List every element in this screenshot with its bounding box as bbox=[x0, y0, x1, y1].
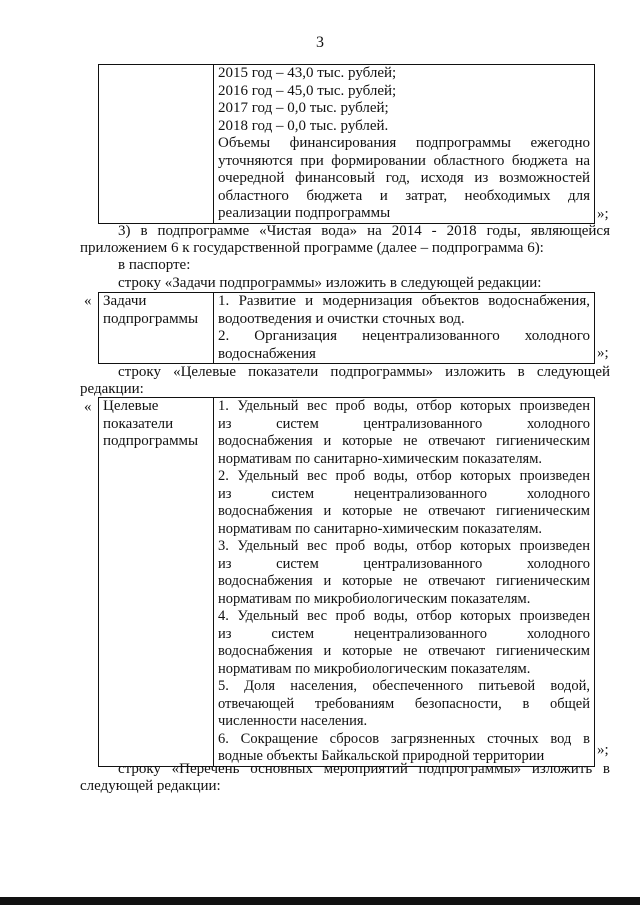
task-item-line: 2. Организация нецентрализованного холодного bbox=[218, 328, 590, 344]
passport-label: в паспорте: bbox=[118, 257, 191, 273]
financing-year-line: 2015 год – 43,0 тыс. рублей; bbox=[218, 65, 397, 81]
financing-label-cell bbox=[99, 65, 214, 224]
task-item-line: водоотведения и очистки сточных вод. bbox=[218, 310, 465, 327]
financing-note-line: Объемы финансирования подпрограммы ежегодно bbox=[218, 135, 590, 151]
opening-quote: « bbox=[84, 293, 92, 309]
targets-label-cell bbox=[99, 398, 214, 767]
financing-year-line: 2018 год – 0,0 тыс. рублей. bbox=[218, 117, 389, 134]
target-item-line: водоснабжения и которые не отвечают гигиеническим bbox=[218, 433, 590, 449]
closing-quote: »; bbox=[597, 742, 609, 758]
target-item-line: из систем централизованного холодного bbox=[218, 555, 590, 572]
financing-note-line: областного бюджета и затрат, необходимых для bbox=[218, 187, 590, 204]
activities-intro-line-2: следующей редакции: bbox=[80, 778, 221, 794]
target-item-line: водоснабжения и которые не отвечают гигиеническим bbox=[218, 643, 590, 659]
targets-table bbox=[98, 397, 595, 767]
targets-intro-line-1: строку «Целевые показатели подпрограммы» изложить в следующей bbox=[118, 364, 610, 380]
target-item-line: 6. Сокращение сбросов загрязненных сточных вод в bbox=[218, 730, 590, 747]
target-item-line: из систем нецентрализованного холодного bbox=[218, 485, 590, 502]
task-item-line: водоснабжения bbox=[218, 345, 316, 362]
paragraph-3-line-1: 3) в подпрограмме «Чистая вода» на 2014 - 2018 годы, являющейся bbox=[118, 223, 610, 239]
task-item-line: 1. Развитие и модернизация объектов водоснабжения, bbox=[218, 293, 590, 309]
targets-intro-line-2: редакции: bbox=[80, 381, 144, 397]
opening-quote: « bbox=[84, 399, 92, 415]
target-item-line: нормативам по санитарно-химическим показателям. bbox=[218, 520, 543, 537]
financing-note-line: реализации подпрограммы bbox=[218, 205, 391, 221]
targets-label-line: Целевые bbox=[103, 398, 159, 414]
target-item-line: из систем централизованного холодного bbox=[218, 415, 590, 432]
target-item-line: водные объекты Байкальской природной территории bbox=[218, 748, 545, 764]
tasks-label-cell bbox=[99, 293, 214, 364]
financing-note-line: уточняются при формировании областного бюджета на bbox=[218, 152, 590, 169]
target-item-line: из систем нецентрализованного холодного bbox=[218, 625, 590, 642]
financing-year-line: 2016 год – 45,0 тыс. рублей; bbox=[218, 82, 397, 99]
target-item-line: водоснабжения и которые не отвечают гигиеническим bbox=[218, 503, 590, 519]
scan-bottom-edge bbox=[0, 897, 640, 905]
targets-label-line: показатели bbox=[103, 415, 174, 432]
target-item-line: нормативам по санитарно-химическим показателям. bbox=[218, 450, 543, 467]
target-item-line: нормативам по микробиологическим показателям. bbox=[218, 660, 531, 677]
target-item-line: 1. Удельный вес проб воды, отбор которых произведен bbox=[218, 398, 590, 414]
target-item-line: 4. Удельный вес проб воды, отбор которых произведен bbox=[218, 608, 590, 624]
target-item-line: нормативам по микробиологическим показателям. bbox=[218, 590, 531, 607]
targets-value-cell bbox=[214, 398, 595, 767]
tasks-intro: строку «Задачи подпрограммы» изложить в следующей редакции: bbox=[118, 275, 542, 291]
paragraph-3-line-2: приложением 6 к государственной программе (далее – подпрограмма 6): bbox=[80, 240, 544, 256]
target-item-line: отвечающей требованиям безопасности, в общей bbox=[218, 695, 590, 712]
financing-value-cell bbox=[214, 65, 595, 224]
financing-table bbox=[98, 64, 595, 224]
target-item-line: водоснабжения и которые не отвечают гигиеническим bbox=[218, 573, 590, 589]
closing-quote: »; bbox=[597, 345, 609, 361]
closing-quote: »; bbox=[597, 206, 609, 222]
target-item-line: 2. Удельный вес проб воды, отбор которых произведен bbox=[218, 468, 590, 484]
tasks-table bbox=[98, 292, 595, 364]
target-item-line: 3. Удельный вес проб воды, отбор которых произведен bbox=[218, 538, 590, 554]
financing-year-line: 2017 год – 0,0 тыс. рублей; bbox=[218, 100, 389, 116]
tasks-label-line: Задачи bbox=[103, 293, 147, 309]
page-number: 3 bbox=[316, 34, 324, 51]
financing-note-line: очередной финансовый год, исходя из возможностей bbox=[218, 170, 590, 186]
targets-label-line: подпрограммы bbox=[103, 433, 199, 449]
tasks-value-cell bbox=[214, 293, 595, 364]
activities-intro-line-1: строку «Перечень основных мероприятий подпрограммы» изложить в bbox=[118, 761, 610, 777]
target-item-line: 5. Доля населения, обеспеченного питьевой водой, bbox=[218, 678, 590, 694]
tasks-label-line: подпрограммы bbox=[103, 310, 199, 327]
target-item-line: численности населения. bbox=[218, 713, 368, 729]
